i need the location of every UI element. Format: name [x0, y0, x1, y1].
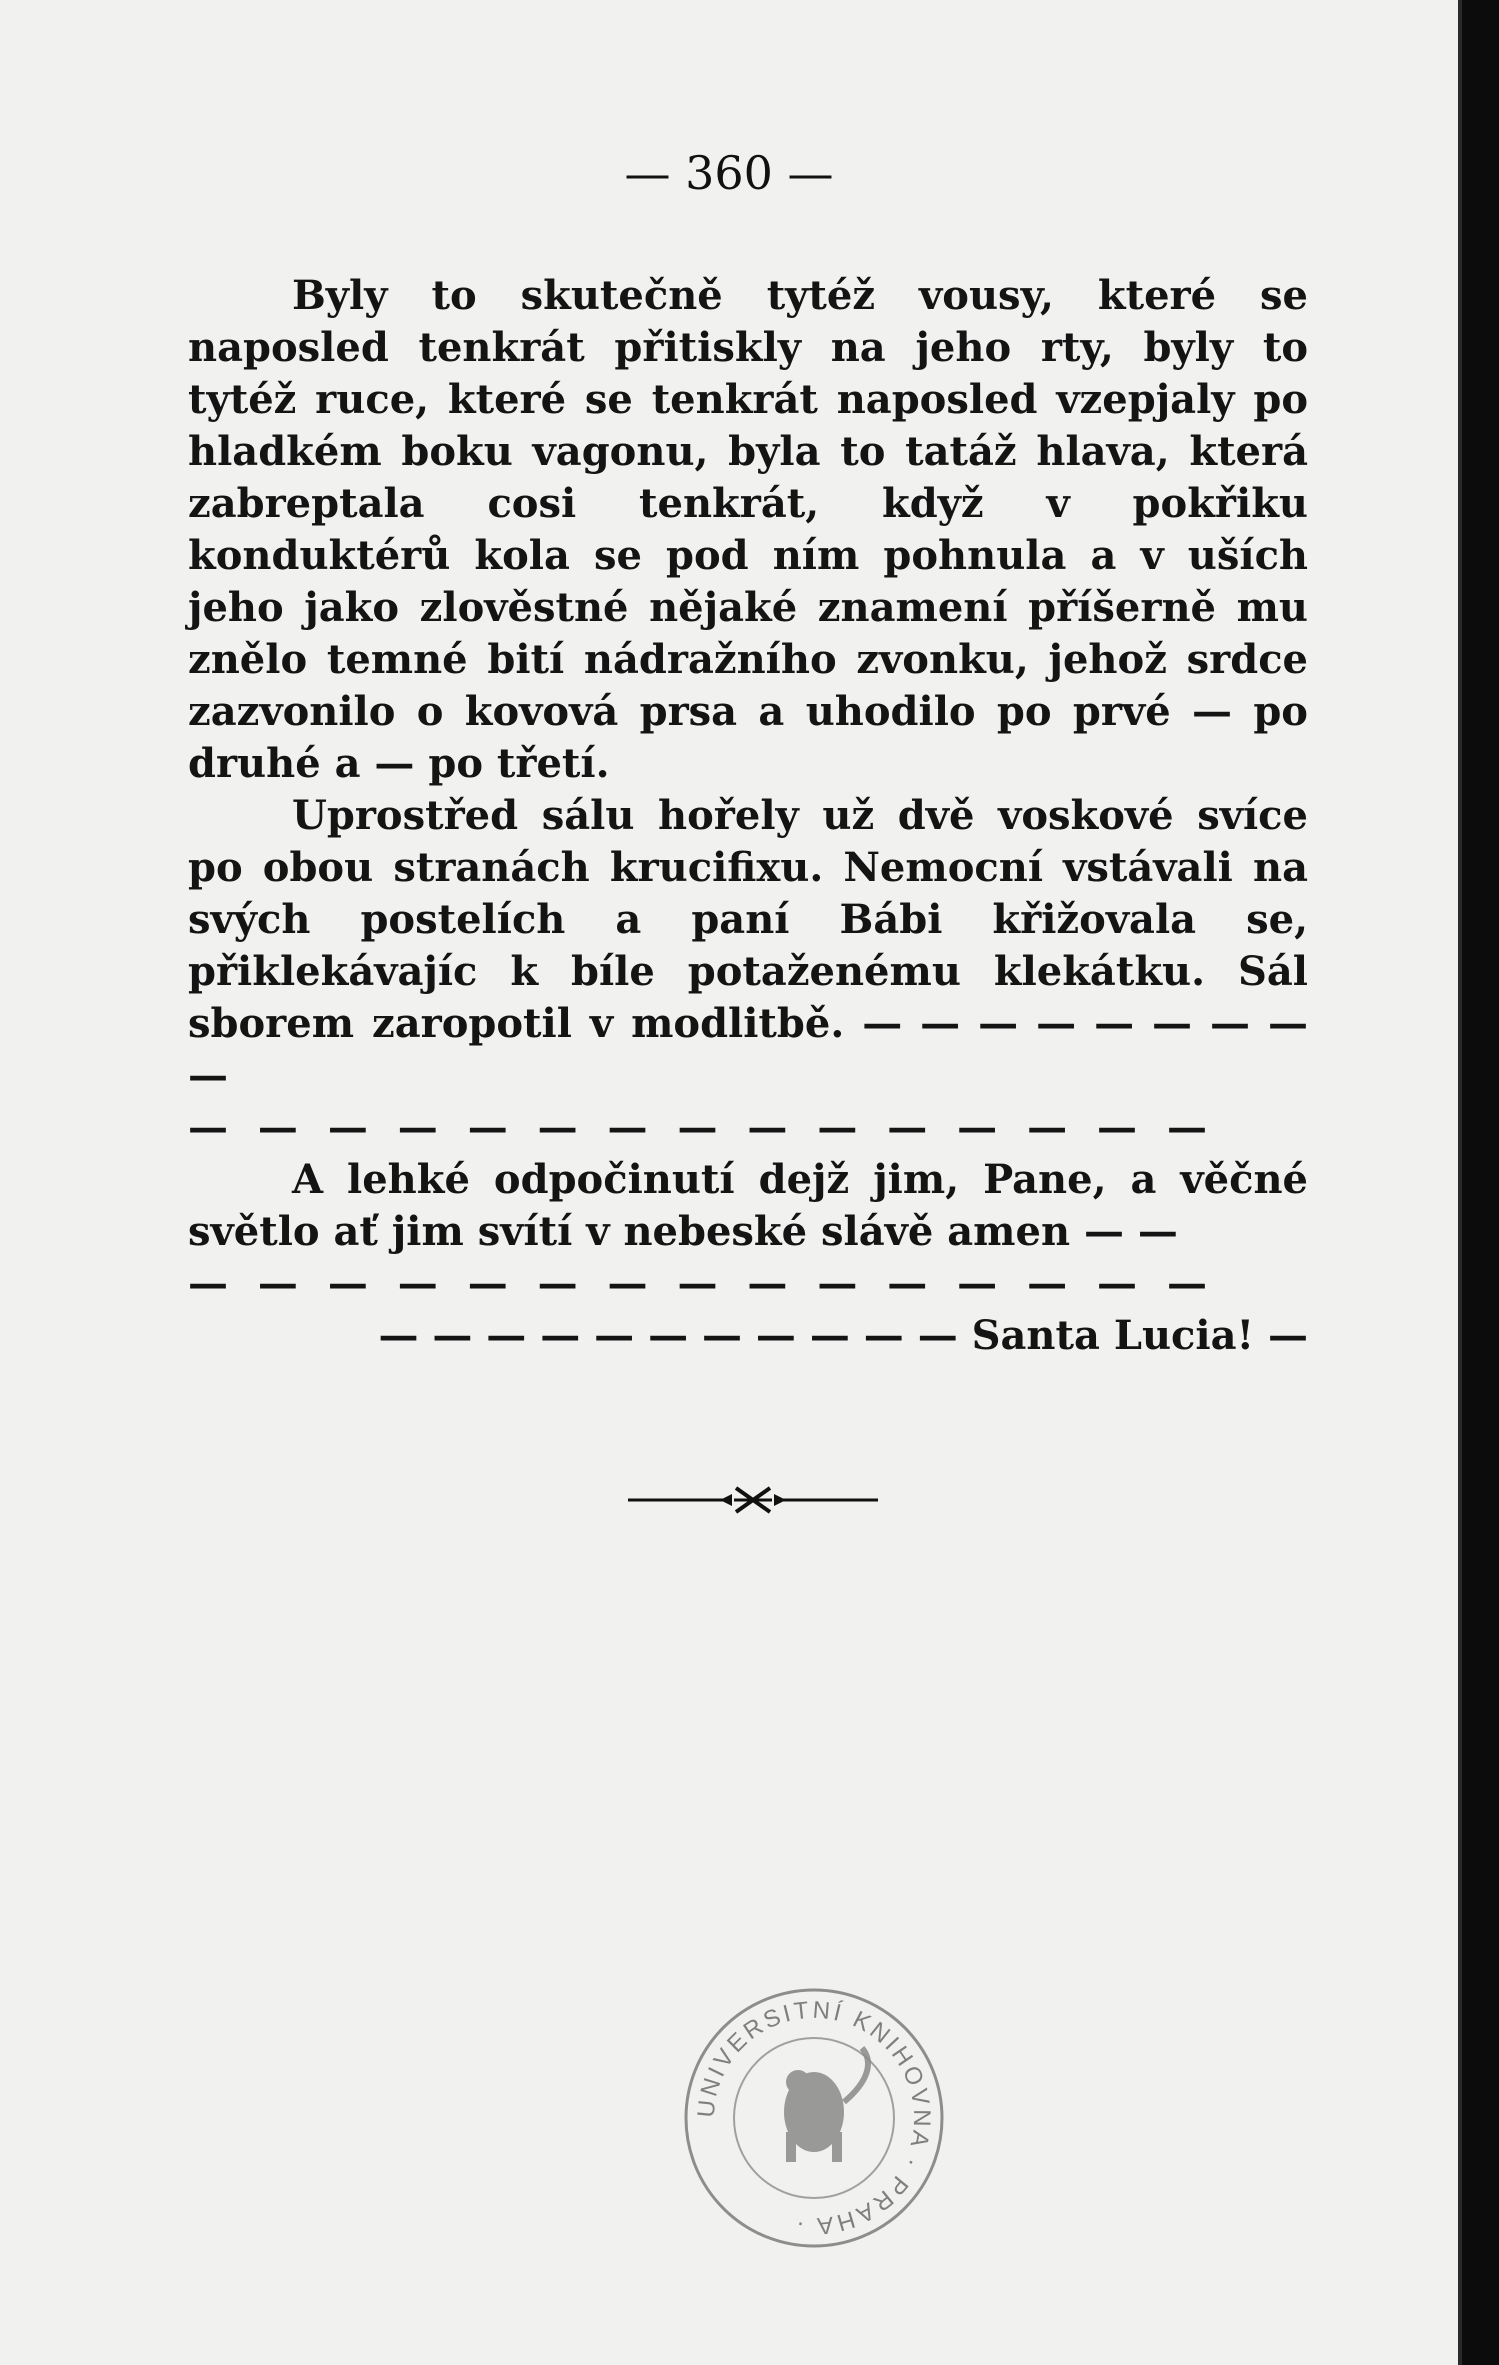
paragraph-1: Byly to skutečně tytéž vousy, které se naposled tenkrát přitiskly na jeho rty, byly to tytéž ruce, které se tenkrát naposled vzepjaly po hladkém boku vagonu, byla to tatáž hlava, která zabreptala cosi tenkrát, když v pokřiku konduktérů kola se pod ním pohnula a v uších jeho jako zlověstné nějaké znamení příšerně mu znělo temné bití nádražního zvonku, jehož srdce zazvonilo o kovová prsa a uhodilo po prvé — po druhé a — po třetí. [188, 272, 1308, 787]
dash-line-2: — — — — — — — — — — — — — — — [188, 1260, 1215, 1307]
dash-line-1: — — — — — — — — — — — — — — — [188, 1104, 1215, 1151]
closing-line: — — — — — — — — — — — Santa Lucia! — [378, 1312, 1308, 1359]
page-edge [1458, 0, 1462, 2365]
library-stamp [678, 1982, 950, 2254]
lion-emblem-icon [784, 2048, 868, 2162]
body-text [188, 270, 1308, 1362]
paragraph-3: A lehké odpočinutí dejž jim, Pane, a věčné světlo ať jim svítí v nebeské slávě amen — — [188, 1156, 1308, 1255]
stamp-text: UNIVERSITNÍ KNIHOVNA · PRAHA · [692, 1996, 936, 2240]
paragraph-2: Uprostřed sálu hořely už dvě voskové svíce po obou stranách krucifixu. Nemocní vstávali na svých postelích a paní Bábi křižovala se, přiklekávajíc k bíle potaženému klekátku. Sál sborem zaropotil v modlitbě. — — — — — — — — — [188, 792, 1308, 1099]
end-ornament-icon [628, 1480, 878, 1520]
page-number: — 360 — [624, 146, 834, 200]
